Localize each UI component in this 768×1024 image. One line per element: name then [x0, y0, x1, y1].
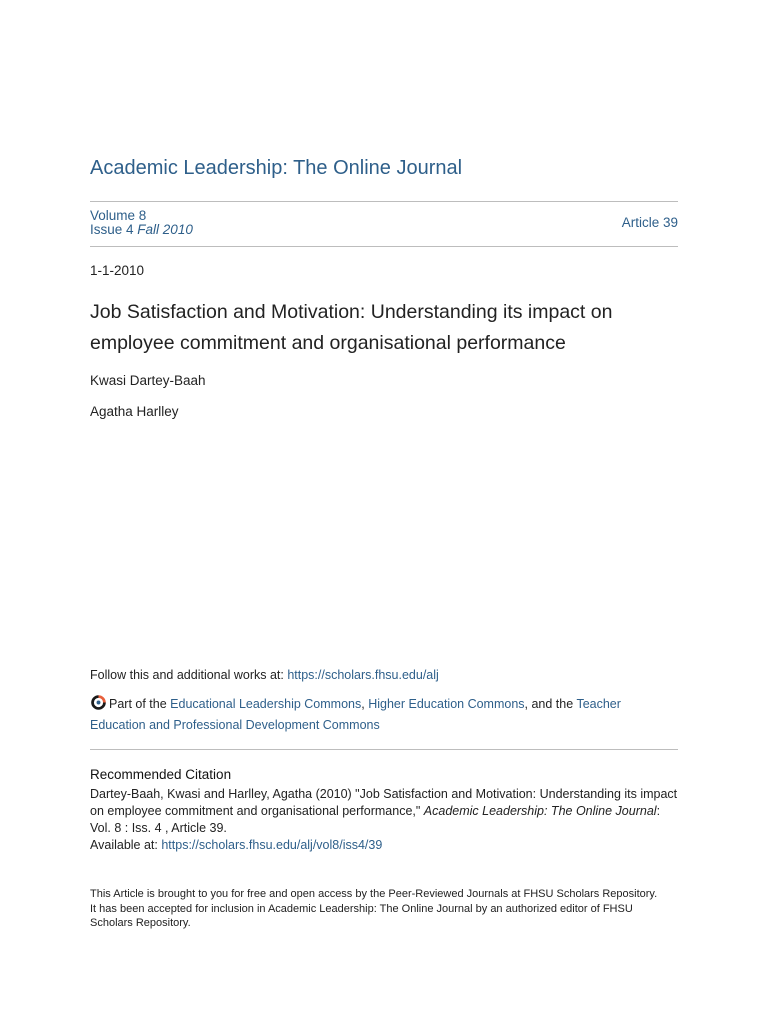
issue-number: Issue 4 [90, 222, 134, 237]
citation-divider [90, 749, 678, 750]
part-of-separator: , [361, 697, 369, 711]
follow-line [90, 668, 439, 682]
article-title: Job Satisfaction and Motivation: Understanding its impact on employee commitment and organisational performance [90, 301, 613, 354]
author-link[interactable]: Kwasi Dartey-Baah [90, 373, 206, 388]
teacher-education-commons-link[interactable]: Teacher Education and Professional Development Commons [90, 697, 621, 732]
top-divider [90, 201, 678, 202]
article-number-link[interactable]: Article 39 [621, 215, 678, 230]
footer-notice [90, 887, 678, 931]
issue-link[interactable] [90, 222, 193, 237]
issue-season: Fall 2010 [137, 222, 193, 237]
part-of-separator: , and the [524, 697, 577, 711]
follow-text: Follow this and additional works at: [90, 668, 288, 682]
recommended-citation-heading: Recommended Citation [90, 767, 232, 782]
part-of-line [90, 694, 678, 736]
follow-url-link[interactable]: https://scholars.fhsu.edu/alj [287, 668, 439, 682]
open-access-icon [90, 694, 107, 711]
educational-leadership-commons-link[interactable]: Educational Leadership Commons [170, 697, 362, 711]
citation-body: Dartey-Baah, Kwasi and Harlley, Agatha (2010) "Job Satisfaction and Motivation: Understanding its impact on employee commitment and organisational performance," [90, 787, 678, 818]
footer-line-2: It has been accepted for inclusion in Academic Leadership: The Online Journal by an authorized editor of FHSU Scholars Repository. [90, 902, 633, 929]
part-of-prefix: Part of the [109, 697, 171, 711]
volume-issue-block [90, 209, 193, 237]
author-link[interactable]: Agatha Harlley [90, 404, 179, 419]
journal-title-link[interactable]: Academic Leadership: The Online Journal [90, 157, 463, 179]
citation-details: : Vol. 8 : Iss. 4 , Article 39. [90, 804, 661, 835]
citation-text [90, 786, 678, 854]
publication-date: 1-1-2010 [90, 263, 145, 278]
middle-divider [90, 246, 678, 247]
citation-journal: Academic Leadership: The Online Journal [423, 804, 657, 818]
higher-education-commons-link[interactable]: Higher Education Commons [368, 697, 525, 711]
available-at-label: Available at: [90, 838, 162, 852]
volume-link[interactable]: Volume 8 [90, 208, 147, 223]
footer-line-1: This Article is brought to you for free and open access by the Peer-Reviewed Journals at FHSU Scholars Repository. [90, 888, 658, 900]
article-url-link[interactable]: https://scholars.fhsu.edu/alj/vol8/iss4/39 [161, 838, 383, 852]
